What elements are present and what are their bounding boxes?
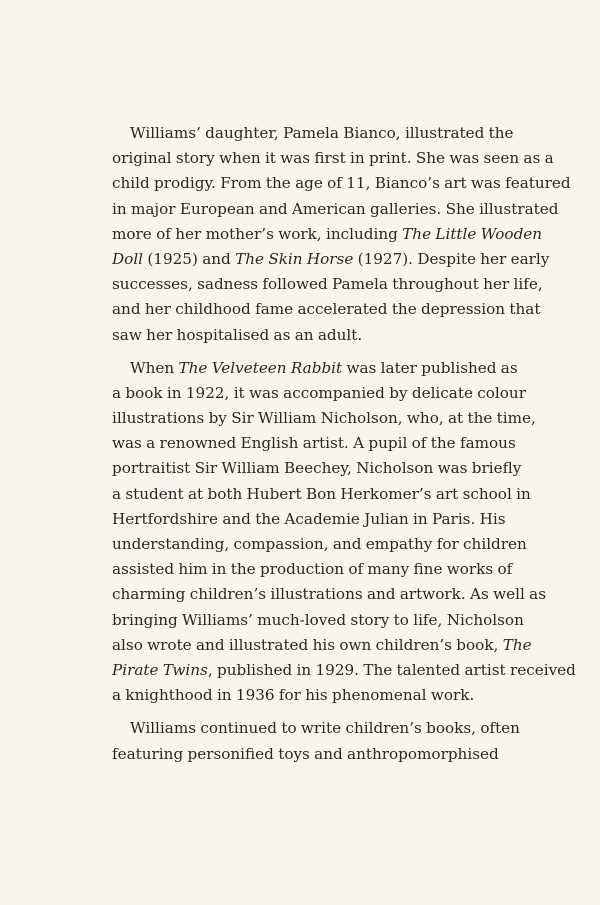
text-line bbox=[112, 507, 506, 532]
text-line bbox=[112, 171, 571, 196]
text-run: also wrote and illustrated his own children’s book, bbox=[112, 635, 503, 654]
text-run: a student at both Hubert Bon Herkomer’s art school in bbox=[112, 484, 531, 503]
text-line bbox=[112, 716, 520, 741]
text-line bbox=[112, 406, 536, 431]
text-run: portraitist Sir William Beechey, Nicholson was briefly bbox=[112, 459, 522, 478]
text-line bbox=[112, 247, 550, 272]
paragraph bbox=[112, 121, 571, 348]
text-line bbox=[112, 121, 514, 146]
text-line bbox=[112, 633, 532, 658]
italic-title: The Little Wooden bbox=[402, 224, 543, 243]
text-run: Hertfordshire and the Academie Julian in Paris. His bbox=[112, 509, 506, 528]
text-run: (1927). Despite her early bbox=[353, 249, 550, 268]
text-line bbox=[112, 431, 516, 456]
text-run: bringing Williams’ much-loved story to life, Nicholson bbox=[112, 610, 524, 629]
text-run: Williams continued to write children’s books, often bbox=[130, 719, 520, 738]
text-line bbox=[112, 557, 513, 582]
italic-title: The bbox=[502, 635, 532, 654]
body-text bbox=[112, 121, 576, 775]
text-run: and her childhood fame accelerated the depression that bbox=[112, 300, 541, 319]
text-line bbox=[112, 582, 547, 607]
text-run: , published in 1929. The talented artist received bbox=[207, 660, 576, 679]
text-run: a knighthood in 1936 for his phenomenal work. bbox=[112, 686, 475, 705]
text-line bbox=[112, 356, 518, 381]
text-line bbox=[112, 683, 488, 708]
text-line bbox=[112, 532, 527, 557]
italic-title: The Skin Horse bbox=[235, 249, 354, 268]
text-run: illustrations by Sir William Nicholson, who, at the time, bbox=[112, 409, 536, 428]
paragraph bbox=[112, 356, 576, 709]
text-run: successes, sadness followed Pamela throughout her life, bbox=[112, 275, 543, 294]
text-run: (1925) and bbox=[143, 249, 236, 268]
text-line bbox=[112, 146, 554, 171]
text-run: charming children’s illustrations and artwork. As well as bbox=[112, 585, 547, 604]
text-run: featuring personified toys and anthropomorphised bbox=[112, 744, 499, 763]
text-line bbox=[112, 381, 526, 406]
italic-title: Doll bbox=[112, 249, 144, 268]
text-line bbox=[112, 482, 531, 507]
italic-title: Pirate Twins bbox=[112, 660, 208, 679]
text-run: more of her mother’s work, including bbox=[112, 224, 403, 243]
text-line bbox=[112, 608, 524, 633]
text-run: original story when it was first in print. She was seen as a bbox=[112, 149, 554, 168]
text-line bbox=[112, 323, 488, 348]
text-run: a book in 1922, it was accompanied by delicate colour bbox=[112, 383, 526, 402]
text-run: assisted him in the production of many fine works of bbox=[112, 560, 513, 579]
text-line bbox=[112, 456, 522, 481]
text-run: understanding, compassion, and empathy for children bbox=[112, 535, 527, 553]
text-run: Williams’ daughter, Pamela Bianco, illustrated the bbox=[130, 124, 514, 142]
text-line bbox=[112, 742, 499, 767]
text-run: in major European and American galleries. She illustrated bbox=[112, 199, 559, 218]
text-line bbox=[112, 272, 543, 297]
text-line bbox=[112, 222, 543, 247]
italic-title: The Velveteen Rabbit bbox=[178, 358, 343, 377]
text-run: was later published as bbox=[342, 358, 518, 377]
text-run: When bbox=[130, 358, 179, 377]
text-run: was a renowned English artist. A pupil of the famous bbox=[112, 434, 516, 453]
text-run: saw her hospitalised as an adult. bbox=[112, 325, 363, 344]
paragraph bbox=[112, 716, 520, 766]
text-line bbox=[112, 197, 559, 222]
text-run: child prodigy. From the age of 11, Bianco’s art was featured bbox=[112, 174, 571, 193]
text-line bbox=[112, 658, 576, 683]
text-line bbox=[112, 297, 541, 322]
